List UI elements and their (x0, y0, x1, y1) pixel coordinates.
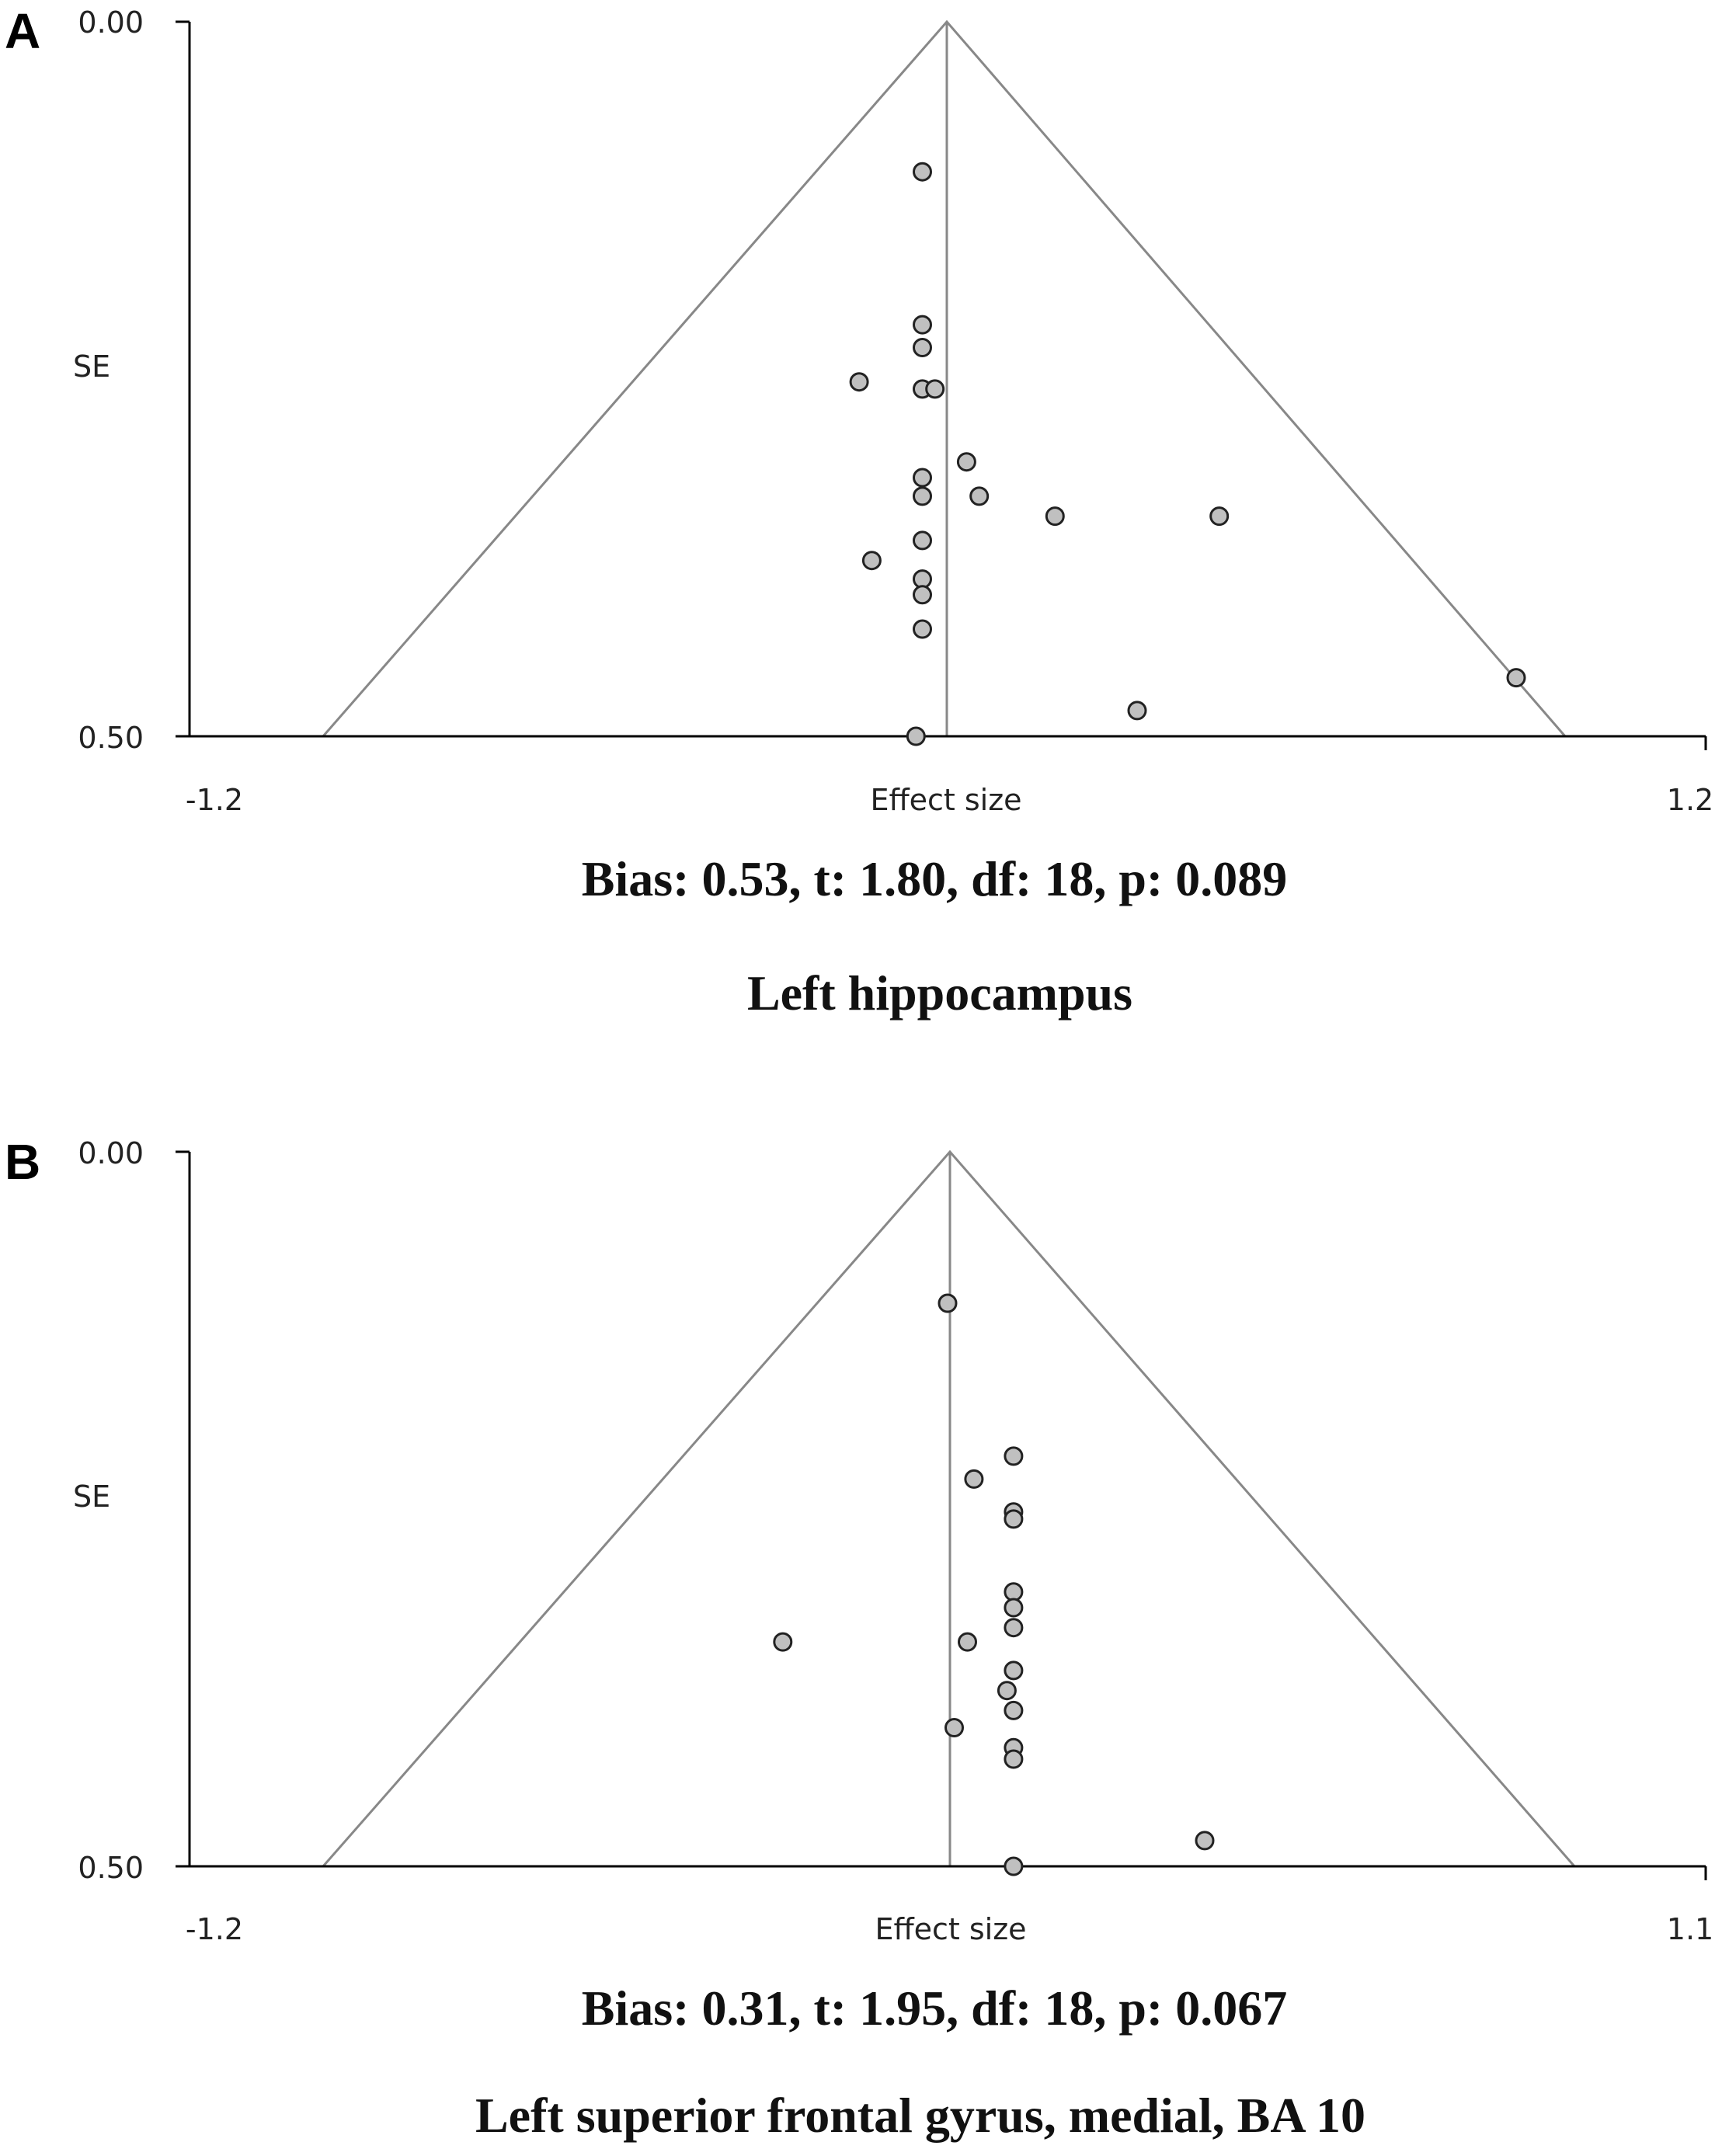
study-point (914, 488, 931, 505)
study-point (927, 381, 944, 398)
panel-label: B (5, 1134, 41, 1190)
study-point (971, 488, 988, 505)
x-tick-right: 1.1 (1666, 1912, 1714, 1946)
study-point (1005, 1619, 1022, 1636)
egger-test-stats: Bias: 0.53, t: 1.80, df: 18, p: 0.089 (581, 851, 1288, 906)
region-caption: Left hippocampus (746, 965, 1133, 1021)
study-point (863, 552, 880, 569)
study-point (914, 532, 931, 549)
funnel-plot-a (176, 22, 1706, 750)
study-point (1129, 702, 1146, 719)
study-point (1005, 1448, 1022, 1465)
study-point (774, 1633, 791, 1650)
panel-label: A (5, 3, 41, 59)
study-point (1196, 1832, 1213, 1849)
study-point (907, 728, 924, 745)
study-point (998, 1682, 1015, 1699)
x-tick-left: -1.2 (185, 783, 244, 817)
egger-test-stats: Bias: 0.31, t: 1.95, df: 18, p: 0.067 (581, 1980, 1288, 2036)
study-point (1005, 1511, 1022, 1528)
study-point (1046, 508, 1063, 525)
study-point (1005, 1662, 1022, 1679)
study-point (1005, 1599, 1022, 1616)
study-point (914, 339, 931, 356)
study-point (914, 316, 931, 333)
study-point (1005, 1584, 1022, 1601)
study-point (1005, 1858, 1022, 1875)
study-point (939, 1295, 956, 1312)
study-point (914, 163, 931, 180)
study-point (914, 586, 931, 603)
y-tick-bottom: 0.50 (78, 721, 144, 755)
y-axis-title: SE (73, 1480, 111, 1514)
region-caption: Left superior frontal gyrus, medial, BA 10 (475, 2088, 1366, 2143)
y-axis-title: SE (73, 349, 111, 384)
study-point (946, 1720, 963, 1737)
x-axis-title: Effect size (870, 783, 1022, 817)
funnel-plot-b (176, 1152, 1706, 1880)
study-point (1005, 1751, 1022, 1768)
x-axis-title: Effect size (875, 1912, 1027, 1946)
study-point (914, 621, 931, 638)
x-tick-right: 1.2 (1666, 783, 1714, 817)
study-point (1211, 508, 1228, 525)
study-point (1508, 669, 1525, 687)
y-tick-top: 0.00 (78, 1136, 144, 1170)
y-tick-bottom: 0.50 (78, 1851, 144, 1885)
funnel-boundary (323, 22, 1565, 736)
study-point (959, 1633, 976, 1650)
study-point (965, 1470, 983, 1487)
panel-b (5, 1134, 1713, 2143)
study-point (1005, 1702, 1022, 1719)
y-tick-top: 0.00 (78, 5, 144, 40)
study-point (914, 469, 931, 486)
x-tick-left: -1.2 (185, 1912, 244, 1946)
study-point (958, 454, 975, 471)
study-point (851, 374, 868, 391)
panel-a (5, 3, 1713, 1021)
